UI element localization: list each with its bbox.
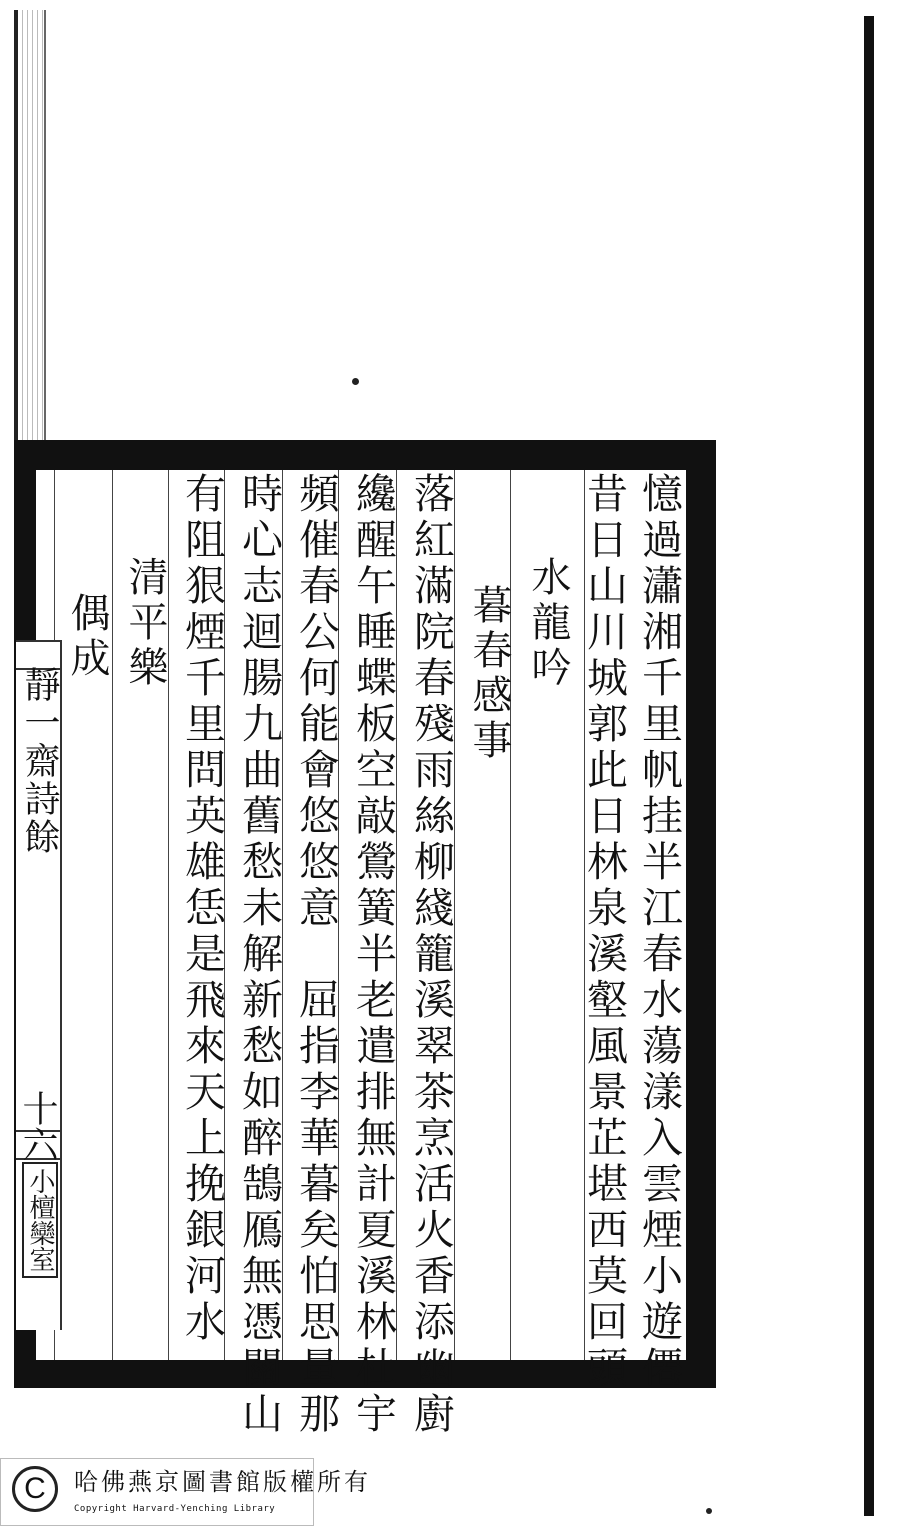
- text-column: 時心志迴腸九曲舊愁未解新愁如醉鵠鴈無憑關山: [235, 472, 283, 1438]
- section-title: 水龍吟: [525, 556, 571, 691]
- copyright-icon: C: [12, 1466, 58, 1512]
- book-title: 靜一齋詩餘: [19, 666, 60, 856]
- section-title: 清平樂: [122, 556, 168, 691]
- text-column: 落紅滿院春殘雨絲柳綫籠溪翠茶烹活火香添幽廚: [407, 472, 455, 1438]
- copyright-chinese: 哈佛燕京圖書館版權所有: [74, 1468, 371, 1496]
- page-edge-right: [864, 16, 874, 1516]
- section-title: 偶成: [64, 592, 110, 682]
- studio-name: 小檀欒室: [22, 1162, 58, 1278]
- text-column: 頻催春公何能會悠悠意 屈指李華暮矣怕思量那: [292, 472, 340, 1438]
- text-column: 憶過瀟湘千里帆挂半江春水蕩漾入雲煙小遊僊: [635, 472, 683, 1392]
- copyright-english: Copyright Harvard-Yenching Library: [74, 1504, 276, 1514]
- section-title: 暮春感事: [466, 584, 512, 764]
- ink-dot: [706, 1508, 712, 1514]
- text-frame: [36, 470, 686, 1438]
- column-rule: [112, 470, 113, 1360]
- text-column: 有阻狠煙千里問英雄恁是飛來天上挽銀河水: [178, 472, 226, 1346]
- ink-dot: [352, 378, 359, 385]
- text-column: 昔日山川城郭此日林泉溪壑風景芷堪西莫回頭: [580, 472, 628, 1392]
- page-number: 十六: [17, 1090, 58, 1162]
- text-column: 纔醒午睡蝶板空敲鶯簧半老遣排無計夏溪林杜宇: [349, 472, 397, 1438]
